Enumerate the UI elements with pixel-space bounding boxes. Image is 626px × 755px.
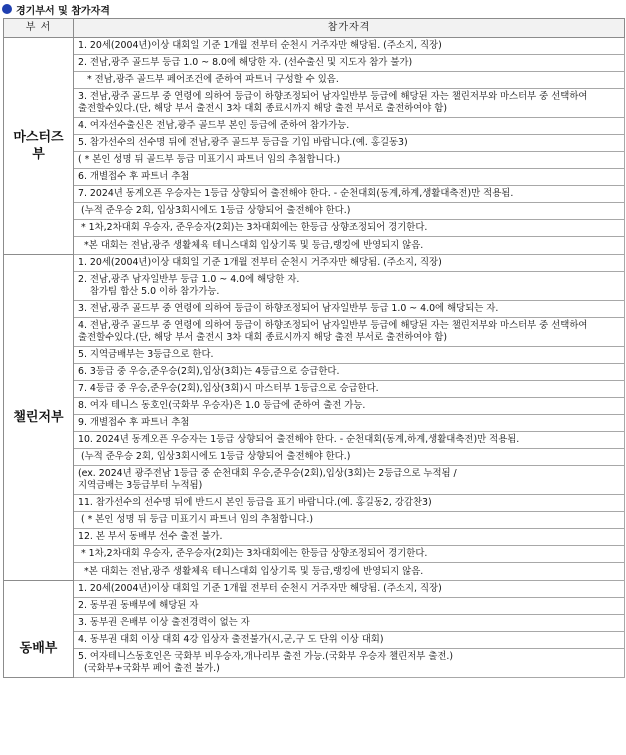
table-row (4, 632, 625, 649)
table-row (4, 318, 625, 347)
table-row (4, 89, 625, 118)
qualification-item: ( * 본인 성명 뒤 골드부 등급 미표기시 파트너 임의 추첨합니다.) (74, 152, 625, 169)
qualification-item: ( * 본인 성명 뒤 등급 미표기시 파트너 임의 추첨합니다.) (74, 512, 625, 529)
qualification-item: 11. 참가선수의 선수명 뒤에 반드시 본인 등급을 표기 바랍니다.(예. 홍길동2, 강감찬3) (74, 495, 625, 512)
table-row (4, 38, 625, 55)
table-row (4, 649, 625, 678)
qualification-item: 5. 참가선수의 선수명 뒤에 전남,광주 골드부 등급을 기입 바랍니다.(예. 홍길동3) (74, 135, 625, 152)
table-row (4, 347, 625, 364)
qualification-item: 1. 20세(2004년)이상 대회일 기준 1개월 전부터 순천시 거주자만 해당됨. (주소지, 직장) (74, 38, 625, 55)
qualification-item: *본 대회는 전남,광주 생활체육 테니스대회 입상기록 및 등급,랭킹에 반영되지 않음. (74, 237, 625, 255)
division-name: 챌린저부 (4, 255, 74, 581)
qualification-item: 6. 3등급 중 우승,준우승(2회),입상(3회)는 4등급으로 승급한다. (74, 364, 625, 381)
bullet-circle-icon (2, 4, 12, 14)
division-name: 마스터즈 부 (4, 38, 74, 255)
table-row (4, 449, 625, 466)
section-title: 경기부서 및 참가자격 (16, 5, 110, 17)
table-row (4, 186, 625, 203)
table-row (4, 203, 625, 220)
table-row (4, 495, 625, 512)
table-row (4, 546, 625, 563)
qualification-item: * 전남,광주 골드부 페어조건에 준하여 파트너 구성할 수 있음. (74, 72, 625, 89)
table-row (4, 169, 625, 186)
qualification-item: 3. 전남,광주 골드부 중 연령에 의하여 등급이 하향조정되어 남자일반부 등급에 해당된 자는 챌린저부와 마스터부 중 선택하여 출전할수있다.(단, 해당 부서 출전시 3차 대회 종료시까지 해당 출전 부서로 출전하여야 함) (74, 89, 625, 118)
qualification-item: 10. 2024년 동계오픈 우승자는 1등급 상향되어 출전해야 한다. - 순천대회(동계,하계,생활대축전)만 적용됨. (74, 432, 625, 449)
qualification-table (3, 18, 625, 678)
table-row (4, 432, 625, 449)
qualification-item: 3. 동부권 은배부 이상 출전경력이 없는 자 (74, 615, 625, 632)
qualification-item: 5. 여자테니스동호인은 국화부 비우승자,개나리부 출전 가능.(국화부 우승자 챌린저부 출전.) (국화부+국화부 페어 출전 불가.) (74, 649, 625, 678)
qualification-item: 3. 전남,광주 골드부 중 연령에 의하여 등급이 하향조정되어 남자일반부 등급 1.0 ~ 4.0에 해당되는 자. (74, 301, 625, 318)
qualification-item: *본 대회는 전남,광주 생활체육 테니스대회 입상기록 및 등급,랭킹에 반영되지 않음. (74, 563, 625, 581)
table-row (4, 272, 625, 301)
table-row (4, 55, 625, 72)
table-header-row (4, 19, 625, 38)
table-row (4, 529, 625, 546)
header-qualification: 참가자격 (74, 19, 625, 38)
table-row (4, 255, 625, 272)
qualification-item: 5. 지역금배부는 3등급으로 한다. (74, 347, 625, 364)
qualification-item: 2. 전남,광주 남자일반부 등급 1.0 ~ 4.0에 해당한 자. 참가팀 합산 5.0 이하 참가가능. (74, 272, 625, 301)
table-row (4, 563, 625, 581)
table-row (4, 598, 625, 615)
qualification-item: 12. 본 부서 동배부 선수 출전 불가. (74, 529, 625, 546)
qualification-item: 4. 여자선수출신은 전남,광주 골드부 본인 등급에 준하여 참가가능. (74, 118, 625, 135)
division-name: 동배부 (4, 581, 74, 678)
table-row (4, 581, 625, 598)
qualification-item: (누적 준우승 2회, 입상3회시에도 1등급 상향되어 출전해야 한다.) (74, 449, 625, 466)
qualification-item: 2. 전남,광주 골드부 등급 1.0 ~ 8.0에 해당한 자. (선수출신 및 지도자 참가 불가) (74, 55, 625, 72)
qualification-item: * 1차,2차대회 우승자, 준우승자(2회)는 3차대회에는 한등급 상향조정되어 경기한다. (74, 220, 625, 237)
table-row (4, 381, 625, 398)
table-row (4, 135, 625, 152)
table-row (4, 512, 625, 529)
table-row (4, 118, 625, 135)
table-row (4, 220, 625, 237)
qualification-item: 7. 4등급 중 우승,준우승(2회),입상(3회)시 마스터부 1등급으로 승급한다. (74, 381, 625, 398)
qualification-item: (ex. 2024년 광주전남 1등급 중 순천대회 우승,준우승(2회),입상(3회)는 2등급으로 누적됨 / 지역금배는 3등급부터 누적됨) (74, 466, 625, 495)
qualification-item: 4. 전남,광주 골드부 중 연령에 의하여 등급이 하향조정되어 남자일반부 등급에 해당된 자는 챌린저부와 마스터부 중 선택하여 출전할수있다.(단, 해당 부서 출전시 3차 대회 종료시까지 해당 출전 부서로 출전하여야 함) (74, 318, 625, 347)
qualification-item: 1. 20세(2004년)이상 대회일 기준 1개월 전부터 순천시 거주자만 해당됨. (주소지, 직장) (74, 581, 625, 598)
qualification-item: 7. 2024년 동계오픈 우승자는 1등급 상향되어 출전해야 한다. - 순천대회(동계,하계,생활대축전)만 적용됨. (74, 186, 625, 203)
qualification-item: (누적 준우승 2회, 입상3회시에도 1등급 상향되어 출전해야 한다.) (74, 203, 625, 220)
qualification-item: 4. 동부권 대회 이상 대회 4강 입상자 출전불가(시,군,구 도 단위 이상 대회) (74, 632, 625, 649)
qualification-item: * 1차,2차대회 우승자, 준우승자(2회)는 3차대회에는 한등급 상향조정되어 경기한다. (74, 546, 625, 563)
qualification-item: 6. 개별접수 후 파트너 추첨 (74, 169, 625, 186)
table-row (4, 615, 625, 632)
table-row (4, 398, 625, 415)
table-row (4, 466, 625, 495)
table-row (4, 364, 625, 381)
qualification-item: 2. 동부권 동배부에 해당된 자 (74, 598, 625, 615)
table-row (4, 415, 625, 432)
table-row (4, 152, 625, 169)
table-row (4, 72, 625, 89)
section-heading (2, 2, 110, 16)
table-row (4, 301, 625, 318)
table-row (4, 237, 625, 255)
header-division: 부 서 (4, 19, 74, 38)
qualification-item: 8. 여자 테니스 동호인(국화부 우승자)은 1.0 등급에 준하여 출전 가능. (74, 398, 625, 415)
qualification-item: 9. 개별접수 후 파트너 추첨 (74, 415, 625, 432)
qualification-item: 1. 20세(2004년)이상 대회일 기준 1개월 전부터 순천시 거주자만 해당됨. (주소지, 직장) (74, 255, 625, 272)
table-body (4, 38, 625, 678)
